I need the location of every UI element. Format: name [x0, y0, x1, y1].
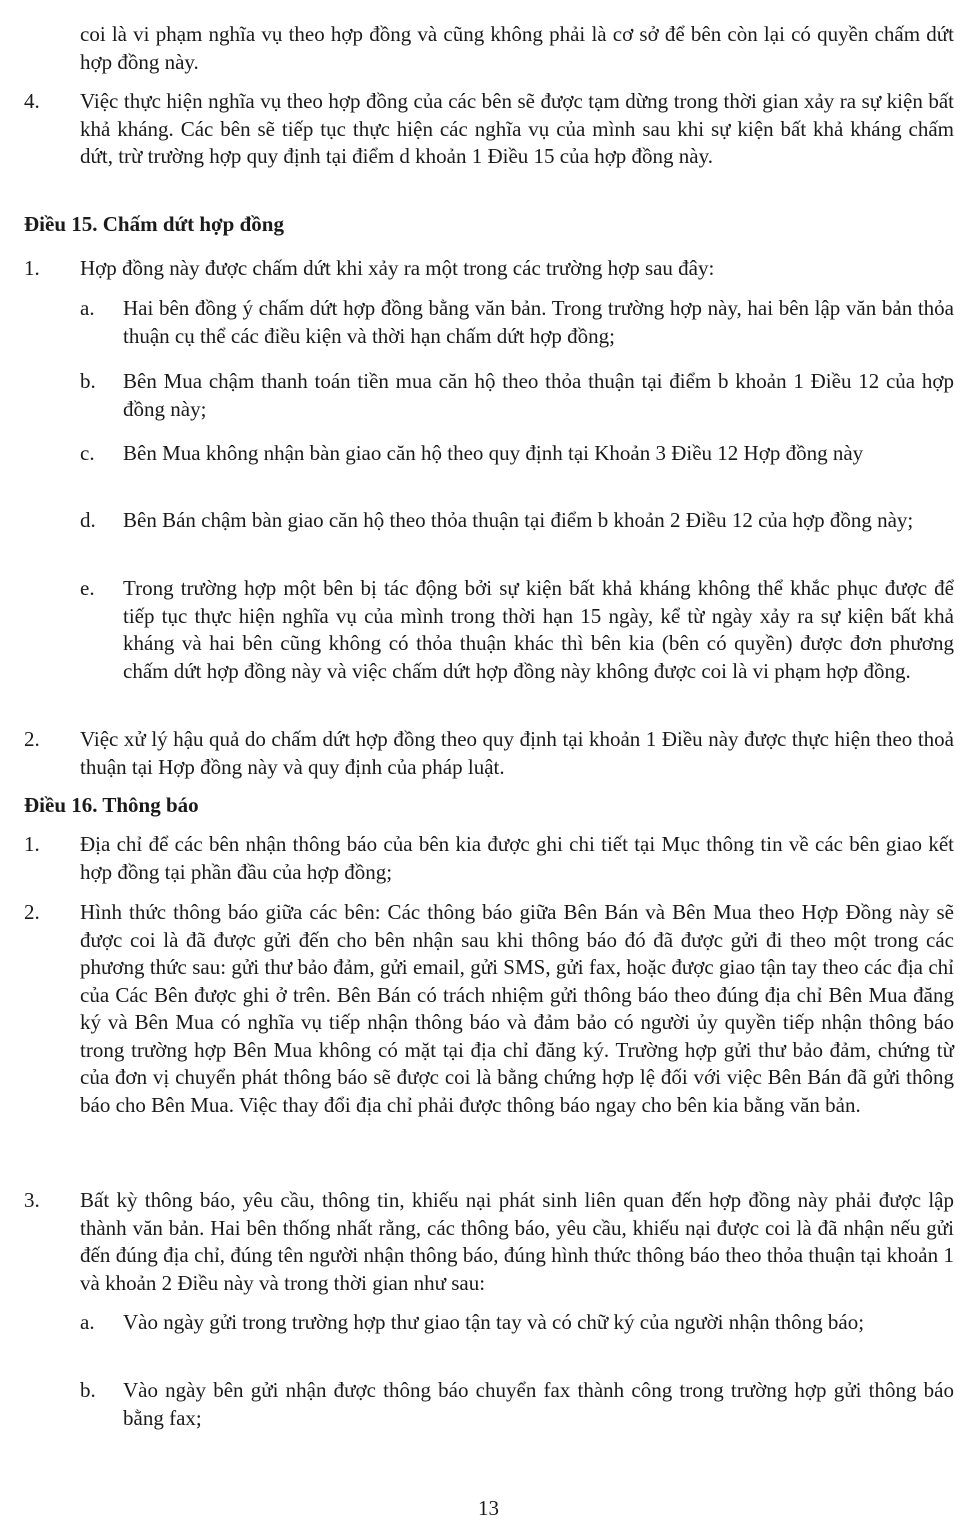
point-label: a.	[80, 1310, 95, 1334]
article-15-clause-2	[24, 726, 954, 781]
article-15-point-d	[80, 507, 954, 535]
clause-number: 3.	[24, 1188, 40, 1212]
point-text: Bên Mua chậm thanh toán tiền mua căn hộ theo thỏa thuận tại điểm b khoản 1 Điều 12 của hợp đồng này;	[123, 369, 954, 421]
clause-text: Việc xử lý hậu quả do chấm dứt hợp đồng theo quy định tại khoản 1 Điều này được thực hiện theo thoả thuận tại Hợp đồng này và quy định của pháp luật.	[80, 727, 954, 779]
point-text: Hai bên đồng ý chấm dứt hợp đồng bằng văn bản. Trong trường hợp này, hai bên lập văn bản thỏa thuận cụ thể các điều kiện và thời hạn chấm dứt hợp đồng;	[123, 296, 954, 348]
article-16-point-a	[80, 1309, 954, 1337]
point-label: e.	[80, 576, 95, 600]
point-text: Vào ngày gửi trong trường hợp thư giao tận tay và có chữ ký của người nhận thông báo;	[123, 1310, 865, 1334]
point-label: b.	[80, 1378, 96, 1402]
article-15-point-b	[80, 368, 954, 423]
article-16-point-b	[80, 1377, 954, 1432]
clause-number: 1.	[24, 256, 40, 280]
point-text: Trong trường hợp một bên bị tác động bởi sự kiện bất khả kháng không thể khắc phục được để tiếp tục thực hiện nghĩa vụ của mình trong thời hạn 15 ngày, kể từ ngày xảy ra sự kiện bất khả kháng và hai bên cũng không có thỏa thuận khác thì bên kia (bên có quyền) được đơn phương chấm dứt hợp đồng này và việc chấm dứt hợp đồng này không được coi là vi phạm hợp đồng.	[123, 576, 954, 683]
clause-text: Hình thức thông báo giữa các bên: Các thông báo giữa Bên Bán và Bên Mua theo Hợp Đồng này sẽ được coi là đã được gửi đến cho bên nhận sau khi thông báo đó đã được gửi đi theo một trong các phương thức sau: gửi thư bảo đảm, gửi email, gửi SMS, gửi fax, hoặc được giao tận tay theo các địa chỉ của Các Bên được ghi ở trên. Bên Bán có trách nhiệm gửi thông báo theo đúng địa chỉ Bên Mua đăng ký và Bên Mua có nghĩa vụ tiếp nhận thông báo và đảm bảo có người ủy quyền tiếp nhận thông báo trong trường hợp Bên Mua không có mặt tại địa chỉ đăng ký. Trường hợp gửi thư bảo đảm, chứng từ của đơn vị chuyển phát thông báo sẽ được coi là bằng chứng hợp lệ đối với việc Bên Bán đã gửi thông báo cho Bên Mua. Việc thay đổi địa chỉ phải được thông báo ngay cho bên kia bằng văn bản.	[80, 900, 954, 1117]
point-label: c.	[80, 441, 95, 465]
article-15-point-c	[80, 440, 954, 468]
clause-text: Địa chỉ để các bên nhận thông báo của bên kia được ghi chi tiết tại Mục thông tin về các bên giao kết hợp đồng tại phần đầu của hợp đồng;	[80, 832, 954, 884]
point-label: b.	[80, 369, 96, 393]
clause-number: 1.	[24, 832, 40, 856]
article-16-clause-3	[24, 1187, 954, 1297]
article-16-heading: Điều 16. Thông báo	[24, 793, 199, 817]
clause-text: Việc thực hiện nghĩa vụ theo hợp đồng của các bên sẽ được tạm dừng trong thời gian xảy ra sự kiện bất khả kháng. Các bên sẽ tiếp tục thực hiện các nghĩa vụ của mình sau khi sự kiện bất khả kháng chấm dứt, trừ trường hợp quy định tại điểm d khoản 1 Điều 15 của hợp đồng này.	[80, 89, 954, 168]
point-text: Vào ngày bên gửi nhận được thông báo chuyển fax thành công trong trường hợp gửi thông báo bằng fax;	[123, 1378, 954, 1430]
point-text: Bên Mua không nhận bàn giao căn hộ theo quy định tại Khoản 3 Điều 12 Hợp đồng này	[123, 441, 864, 465]
clause-text: Bất kỳ thông báo, yêu cầu, thông tin, khiếu nại phát sinh liên quan đến hợp đồng này phải được lập thành văn bản. Hai bên thống nhất rằng, các thông báo, yêu cầu, khiếu nại được coi là đã nhận nếu gửi đến đúng địa chỉ, đúng tên người nhận thông báo, đúng hình thức thông báo theo thỏa thuận tại khoản 1 và khoản 2 Điều này và trong thời gian như sau:	[80, 1188, 954, 1295]
article-15-heading: Điều 15. Chấm dứt hợp đồng	[24, 212, 284, 236]
page-number: 13	[478, 1496, 499, 1520]
point-text: Bên Bán chậm bàn giao căn hộ theo thỏa thuận tại điểm b khoản 2 Điều 12 của hợp đồng này;	[123, 508, 914, 532]
point-label: a.	[80, 296, 95, 320]
continuation-paragraph: coi là vi phạm nghĩa vụ theo hợp đồng và cũng không phải là cơ sở để bên còn lại có quyền chấm dứt hợp đồng này.	[80, 22, 954, 74]
article-15-point-a	[80, 295, 954, 350]
article-16-clause-1	[24, 831, 954, 886]
clause-text: Hợp đồng này được chấm dứt khi xảy ra một trong các trường hợp sau đây:	[80, 256, 715, 280]
clause-number: 2.	[24, 900, 40, 924]
clause-4	[24, 88, 954, 171]
article-15-clause-1	[24, 255, 954, 283]
article-16-clause-2	[24, 899, 954, 1119]
article-15-point-e	[80, 575, 954, 685]
clause-number: 2.	[24, 727, 40, 751]
clause-number: 4.	[24, 89, 40, 113]
point-label: d.	[80, 508, 96, 532]
